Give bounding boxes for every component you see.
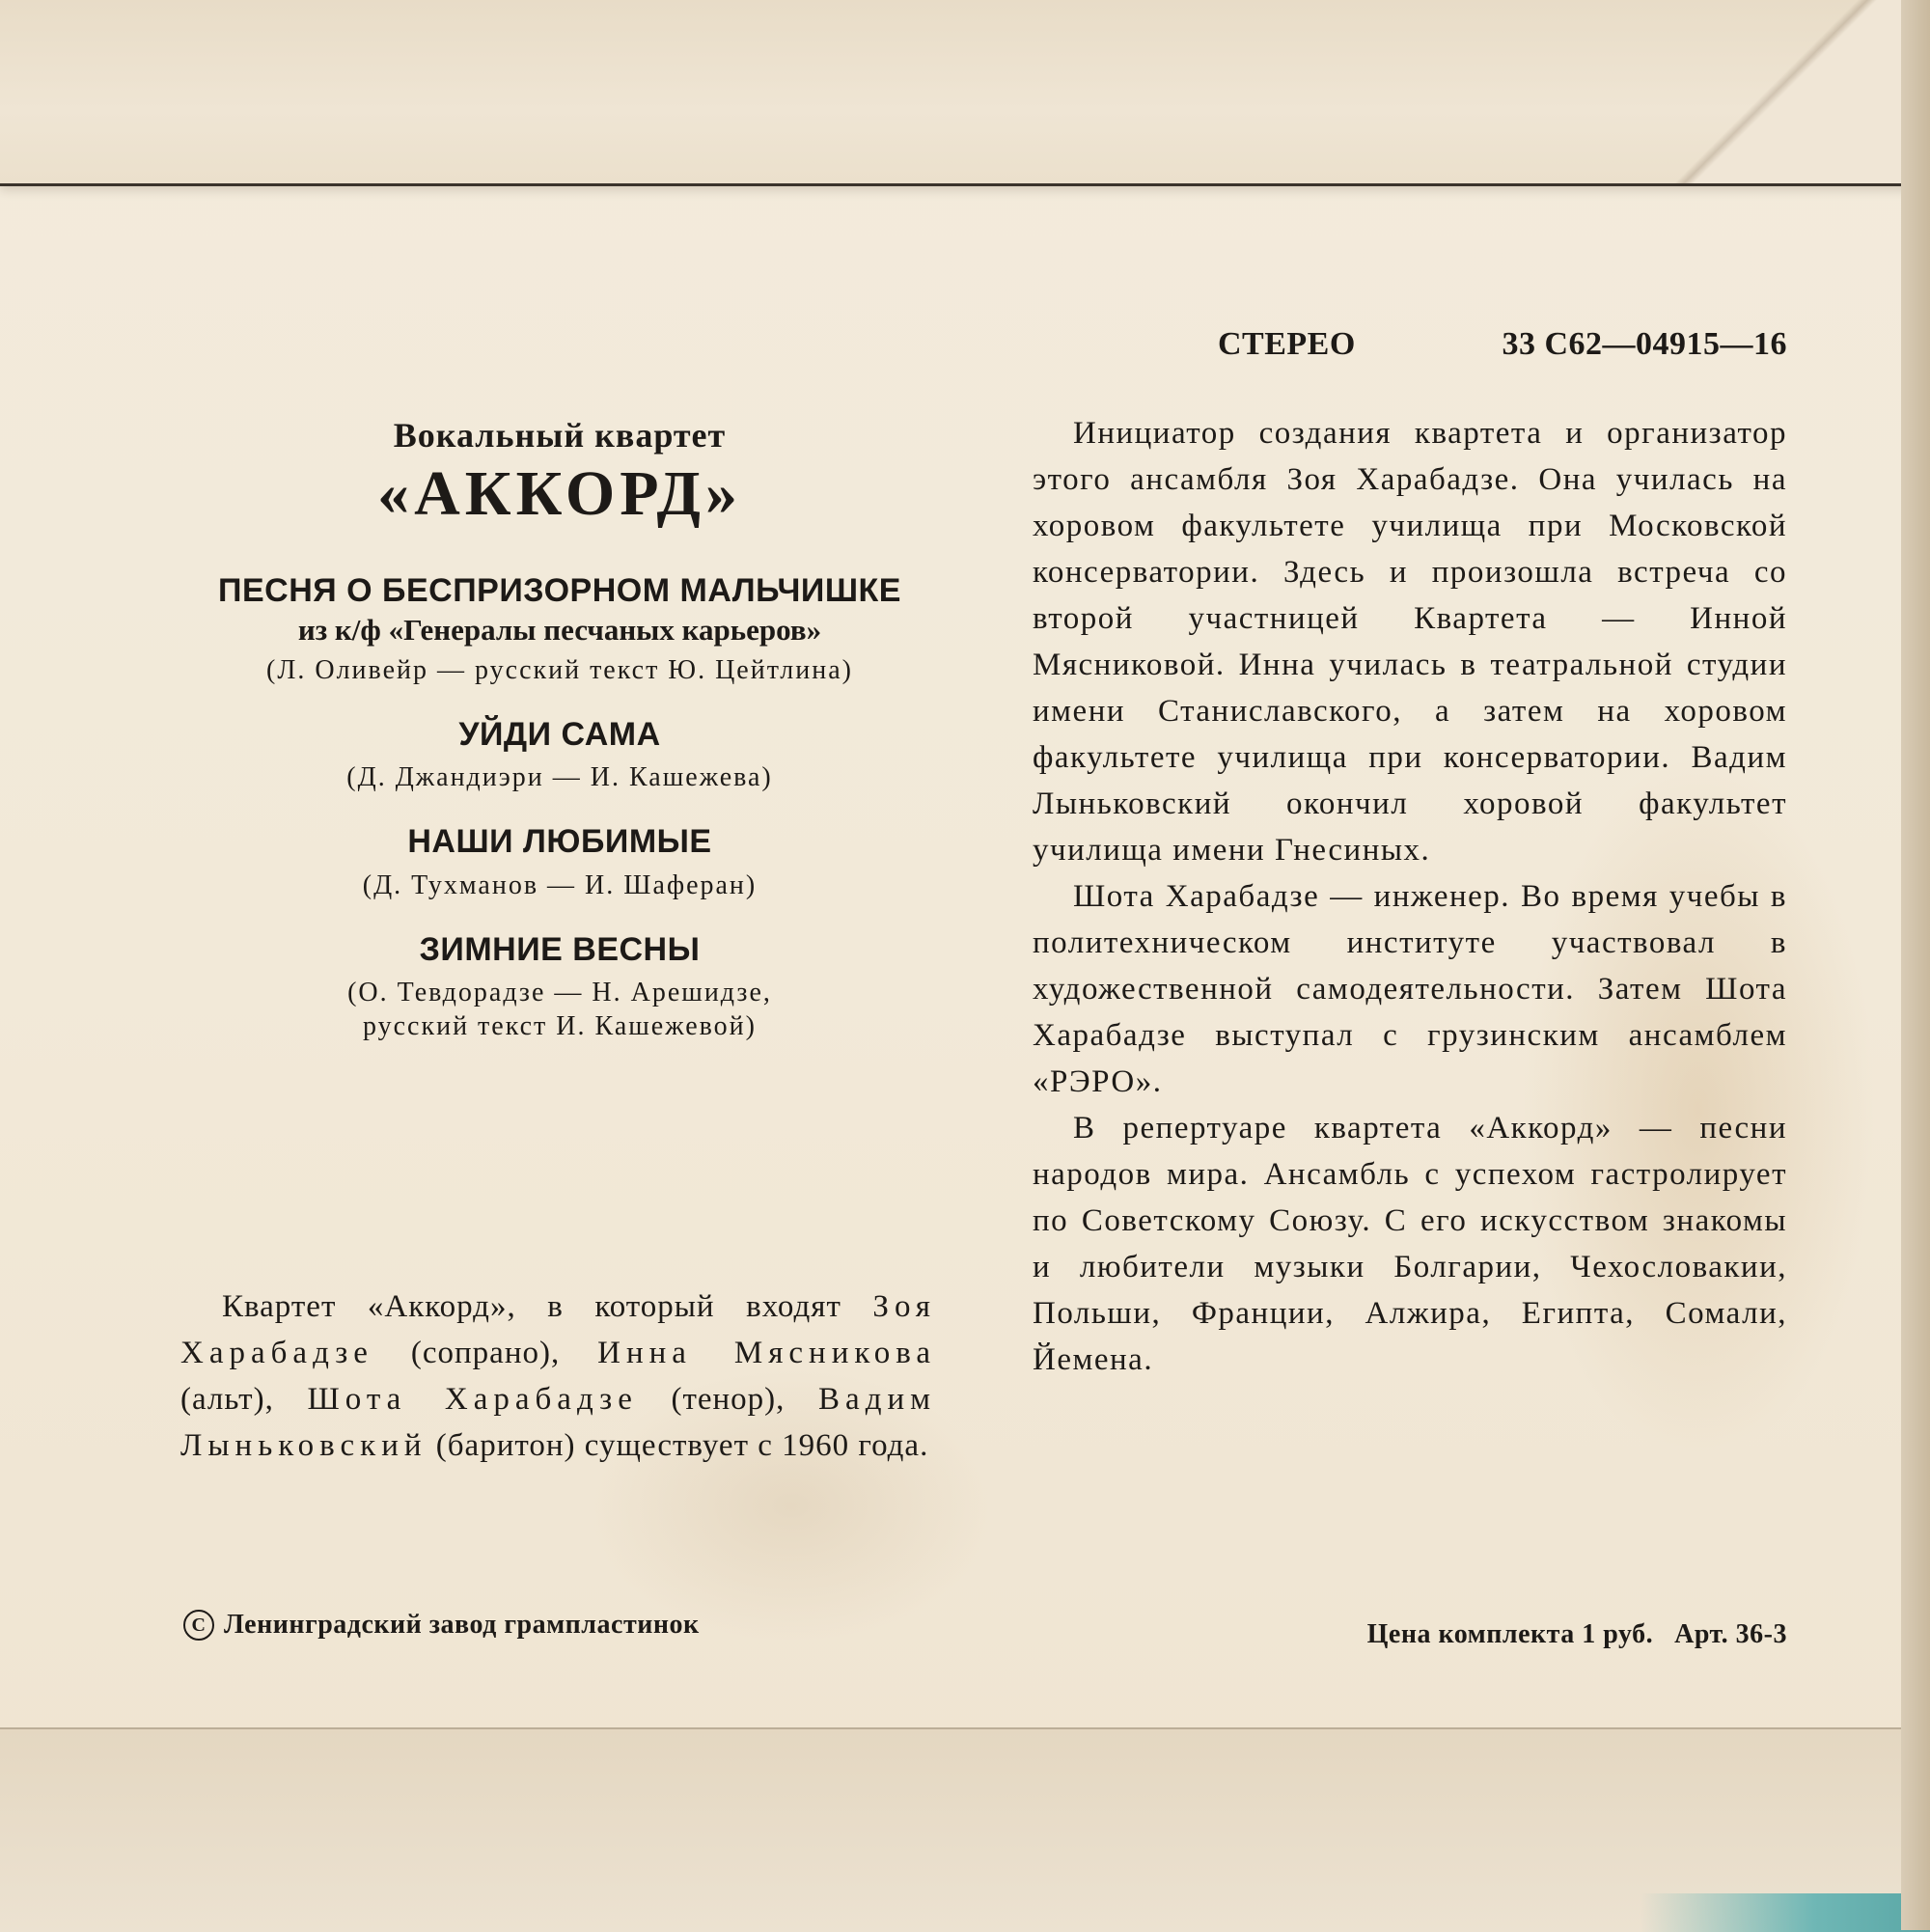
catalog-header — [1218, 326, 1787, 363]
track-credits: (Л. Оливейр — русский текст Ю. Цейтлина) — [266, 654, 853, 685]
copyright-icon: C — [183, 1610, 214, 1641]
members-paragraph — [180, 1283, 936, 1469]
article-number: Арт. 36-3 — [1674, 1619, 1787, 1649]
members-intro: Квартет «Аккорд», в который входят — [222, 1289, 841, 1324]
track-title: ЗИМНИЕ ВЕСНЫ — [419, 930, 701, 968]
publisher-line — [183, 1610, 700, 1641]
track-film: из к/ф «Генералы песчаных карьеров» — [297, 612, 822, 647]
track-item — [145, 821, 975, 902]
bottom-flap — [0, 1727, 1930, 1932]
track-credits-line-2: русский текст И. Кашежевой) — [363, 1011, 757, 1042]
bio-paragraph: Инициатор создания квартета и организатор этого ансамбля Зоя Харабадзе. Она училась на хоровом факультете училища при Московской консерватории. Здесь и произошла встреча со второй участницей Квартета — Инной Мясниковой. Инна училась в театральной студии имени Станиславского, а затем на хоровом факультете училища при консерватории. Вадим Лыньковский окончил хоровой факультет училища имени Гнесиных. — [1033, 416, 1787, 868]
biography — [1033, 410, 1787, 1383]
track-credits: (Д. Джандиэри — И. Кашежева) — [346, 762, 773, 793]
member-name: Вадим Лыньковский — [180, 1382, 937, 1463]
bio-paragraph: В репертуаре квартета «Аккорд» — песни народов мира. Ансамбль с успехом гастролирует по Советскому Союзу. С его искусством знакомы и любители музыки Болгарии, Чехословакии, Польши, Франции, Алжира, Египта, Сомали, Йемена. — [1033, 1111, 1787, 1377]
ensemble-title: «АККОРД» — [377, 458, 742, 529]
member-role: (сопрано), — [410, 1336, 561, 1370]
track-credits: (Д. Тухманов — И. Шаферан) — [362, 869, 758, 900]
track-item — [145, 714, 975, 795]
track-title: НАШИ ЛЮБИМЫЕ — [407, 823, 712, 861]
member-name: Инна Мясникова — [597, 1336, 936, 1370]
member-role: (альт), — [180, 1382, 274, 1417]
publisher-name: Ленинградский завод грампластинок — [224, 1610, 700, 1640]
top-flap — [0, 0, 1930, 186]
track-item — [145, 570, 975, 687]
flap-fold — [1621, 0, 1930, 183]
member-name: Шота Харабадзе — [307, 1382, 638, 1417]
stereo-label: СТЕРЕО — [1218, 326, 1356, 362]
bio-paragraph: Шота Харабадзе — инженер. Во время учебы в политехническом институте участвовал в художественной самодеятельности. Затем Шота Харабадзе выступал с грузинским ансамблем «РЭРО». — [1033, 879, 1787, 1099]
price-text: Цена комплекта 1 руб. — [1366, 1619, 1654, 1649]
track-title: ПЕСНЯ О БЕСПРИЗОРНОМ МАЛЬЧИШКЕ — [218, 572, 901, 610]
catalog-number: 33 С62—04915—16 — [1502, 326, 1787, 362]
track-title: УЙДИ САМА — [458, 715, 661, 753]
member-role: (тенор), — [671, 1382, 786, 1417]
price-line — [1367, 1619, 1787, 1650]
teal-strip — [1640, 1893, 1930, 1932]
track-listing — [145, 415, 975, 1070]
member-role: (баритон) существует с 1960 года. — [435, 1428, 929, 1463]
track-credits-line-1: (О. Тевдорадзе — Н. Арешидзе, — [347, 978, 772, 1008]
track-item — [145, 929, 975, 1044]
member-name: Зоя Харабадзе — [180, 1289, 936, 1370]
sleeve-edge — [1901, 0, 1930, 1930]
ensemble-subtitle: Вокальный квартет — [393, 416, 727, 455]
